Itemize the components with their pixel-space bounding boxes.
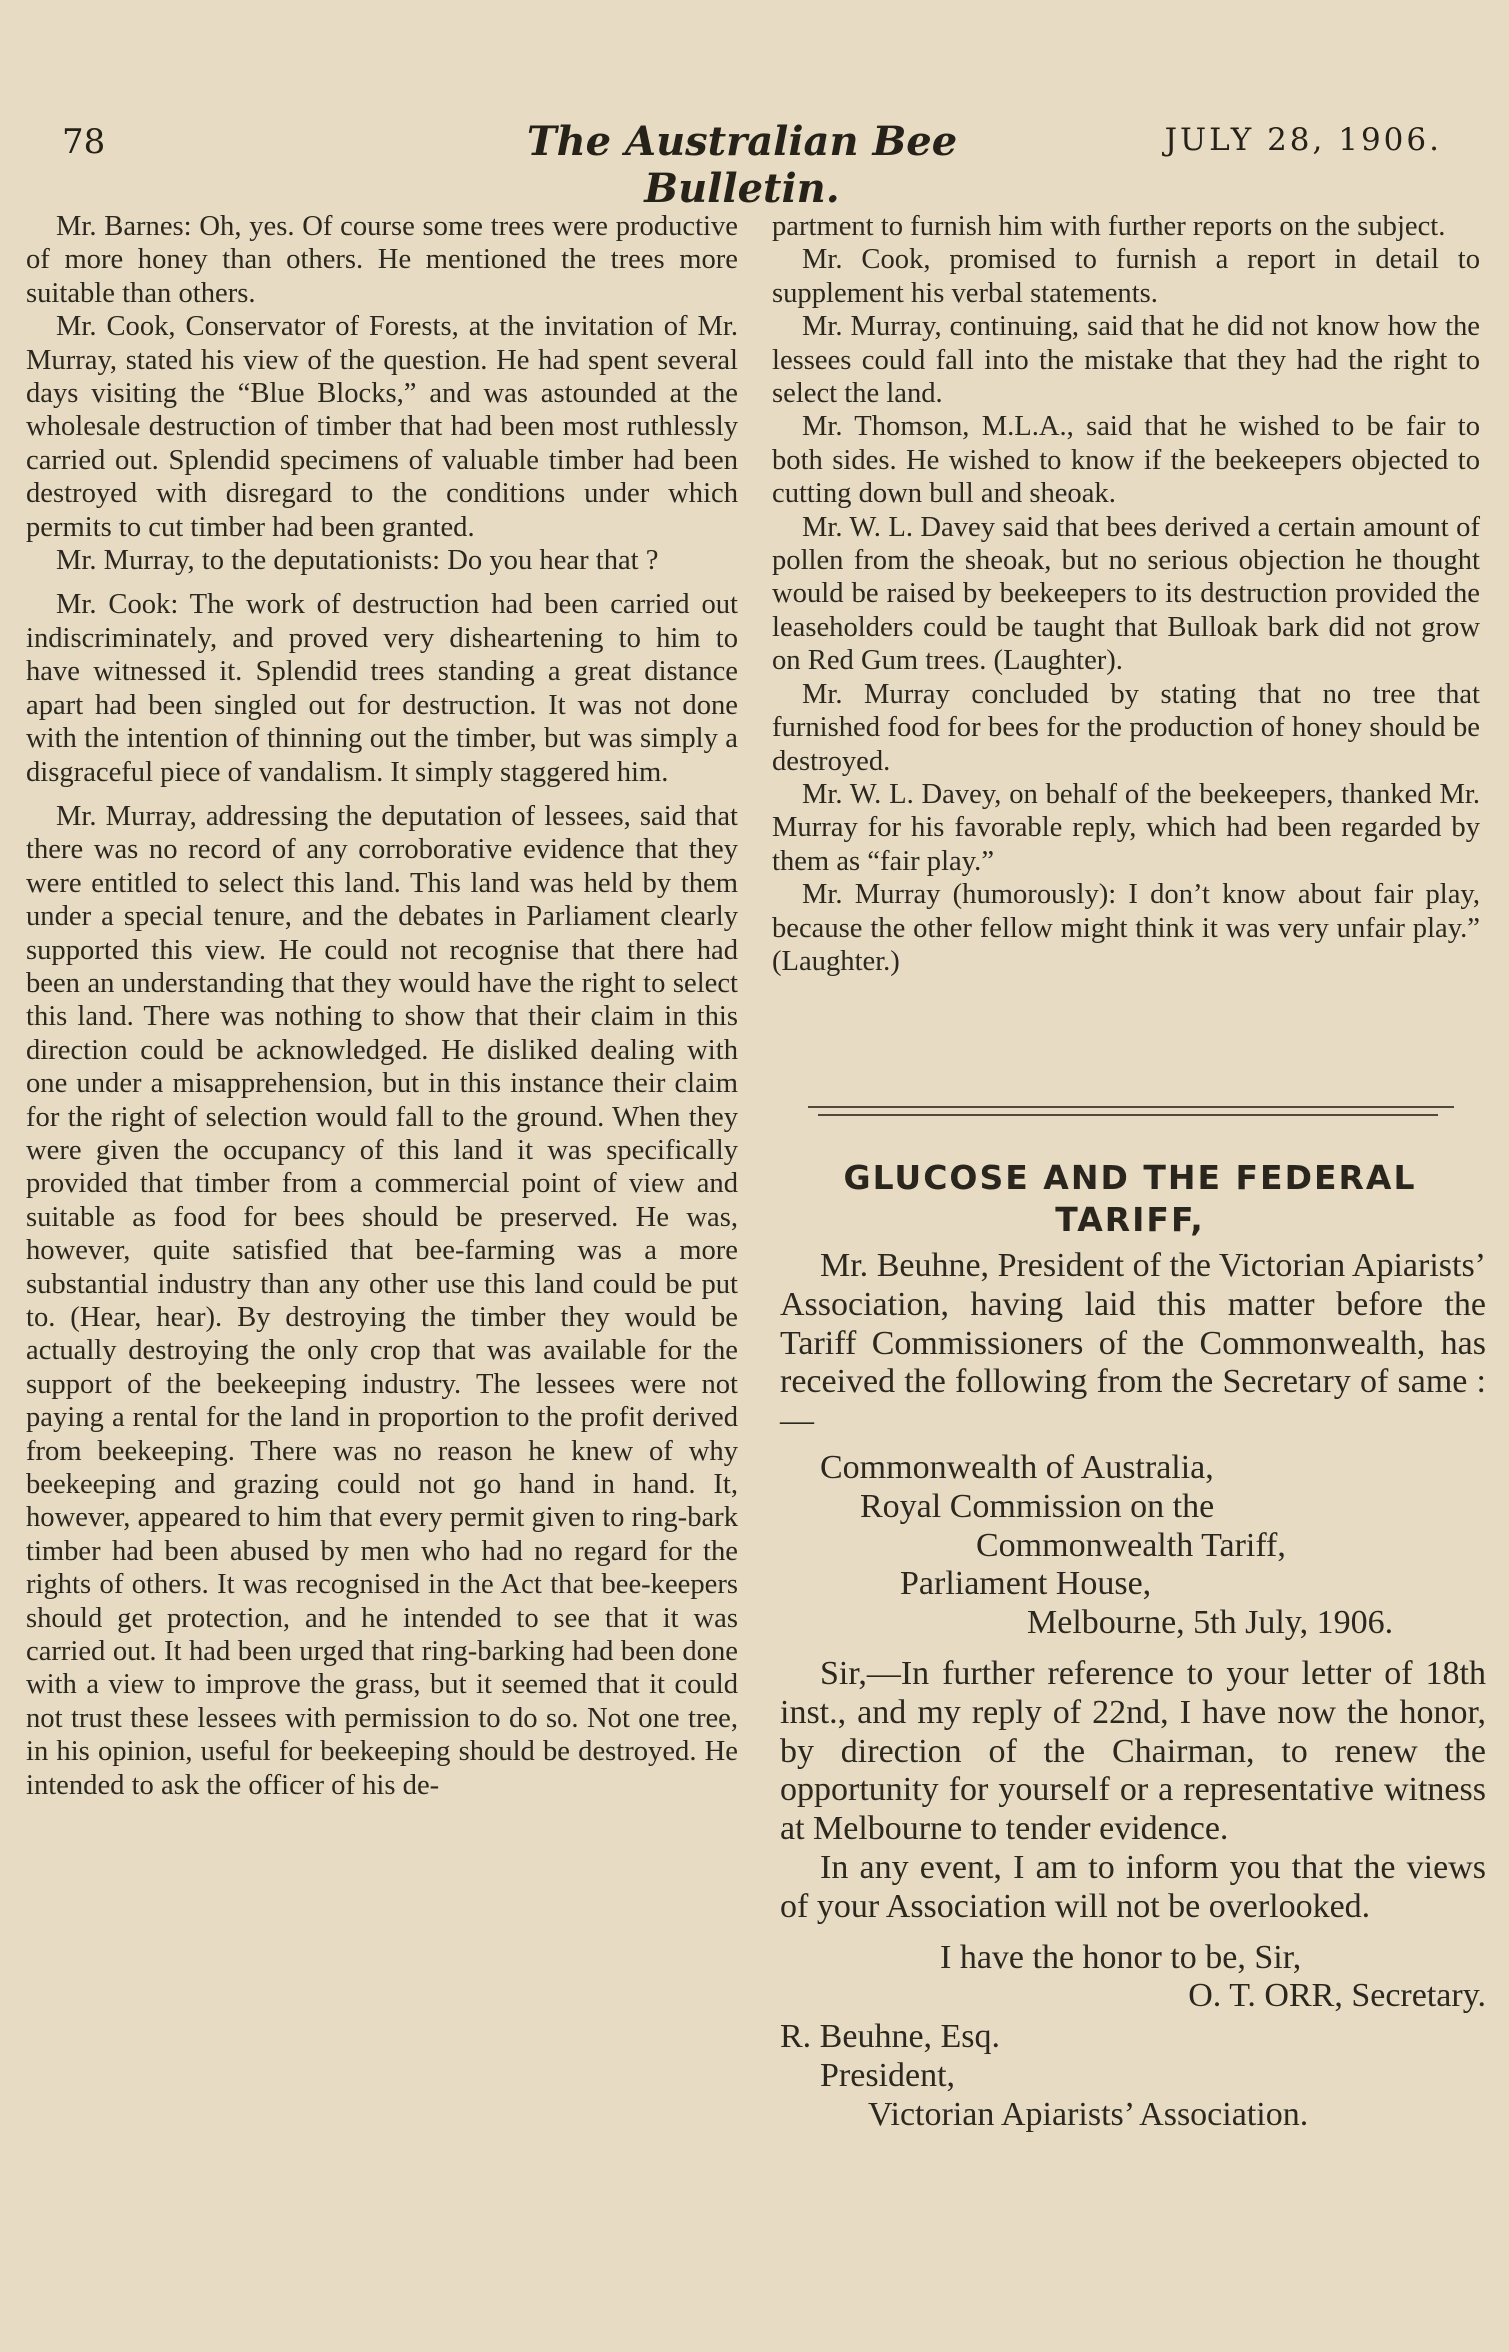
address-line: Parliament House, <box>900 1565 1152 1603</box>
paragraph: Mr. Thomson, M.L.A., said that he wished to be fair to both sides. He wished to know if the beekeepers objected to cutting down bull and sheoak. <box>772 411 1480 510</box>
addressee-line: President, <box>820 2056 956 2094</box>
article-body <box>780 1247 1486 2135</box>
section-divider-inner <box>818 1114 1438 1116</box>
address-line: Royal Commission on the <box>860 1487 1215 1525</box>
right-column-continuation <box>772 210 1480 978</box>
address-line: Commonwealth of Australia, <box>820 1448 1214 1486</box>
paragraph: Mr. Murray concluded by stating that no tree that furnished food for bees for the production of honey should be destroyed. <box>772 678 1480 777</box>
article-intro: Mr. Beuhne, President of the Victorian Apiarists’ Association, having laid this matter before the Tariff Commissioners of the Commonwealth, has received the following from the Secretary of same :— <box>780 1247 1486 1440</box>
paragraph: Mr. Cook, promised to furnish a report in detail to supplement his verbal statements. <box>772 244 1480 309</box>
paragraph: Mr. Barnes: Oh, yes. Of course some trees were productive of more honey than others. He mentioned the trees more suitable than others. <box>26 211 738 309</box>
letter-paragraph: In any event, I am to inform you that the views of your Association will not be overlooked. <box>780 1848 1486 1925</box>
paragraph: Mr. Murray, to the deputationists: Do you hear that ? <box>56 545 659 577</box>
publication-title: The Australian Bee Bulletin. <box>526 118 958 212</box>
paragraph: Mr. Cook, Conservator of Forests, at the invitation of Mr. Murray, stated his view of the question. He had spent several days visiting the “Blue Blocks,” and was astounded at the wholesale destruction of timber that had been most ruthlessly carried out. Splendid specimens of valuable timber had been destroyed with disregard to the conditions under which permits to cut timber had been granted. <box>26 311 738 543</box>
letter-address <box>780 1449 1486 1643</box>
section-divider <box>808 1106 1454 1108</box>
address-line: Melbourne, 5th July, 1906. <box>1027 1604 1394 1642</box>
address-line: Commonwealth Tariff, <box>976 1526 1286 1564</box>
paragraph: Mr. Murray, continuing, said that he did not know how the lessees could fall into the mistake that they had the right to select the land. <box>772 311 1480 410</box>
issue-date: JULY 28, 1906. <box>1164 122 1442 158</box>
page-number: 78 <box>62 122 106 162</box>
letter-signature: O. T. ORR, Secretary. <box>1188 1977 1486 2015</box>
letter-closing: I have the honor to be, Sir, <box>940 1938 1302 1976</box>
paragraph: Mr. W. L. Davey, on behalf of the beekeepers, thanked Mr. Murray for his favorable reply, which had been regarded by them as “fair play.” <box>772 778 1480 877</box>
left-column <box>26 210 738 1802</box>
paragraph: Mr. W. L. Davey said that bees derived a certain amount of pollen from the sheoak, but no serious objection he thought would be raised by beekeepers to its destruction provided the leaseholders could be taught that Bulloak bark did not grow on Red Gum trees. (Laughter). <box>772 511 1480 677</box>
paragraph: partment to furnish him with further reports on the subject. <box>772 211 1446 242</box>
letter-paragraph: Sir,—In further reference to your letter of 18th inst., and my reply of 22nd, I have now the honor, by direction of the Chairman, to renew the opportunity for yourself or a representative witness at Melbourne to tender evidence. <box>780 1654 1486 1848</box>
paragraph: Mr. Murray (humorously): I don’t know about fair play, because the other fellow might think it was very unfair play.” (Laughter.) <box>772 879 1480 977</box>
addressee-line: R. Beuhne, Esq. <box>780 2018 1001 2056</box>
paragraph: Mr. Murray, addressing the deputation of lessees, said that there was no record of any corroborative evidence that they were entitled to select this land. This land was held by them under a special tenure, and the debates in Parliament clearly supported this view. He could not recognise that there had been an understanding that they would have the right to select this land. There was nothing to show that their claim in this direction could be acknowledged. He disliked dealing with one under a misapprehension, but in this instance their claim for the right of selection would fall to the ground. When they were given the occupancy of this land it was specifically provided that timber from a commercial point of view and suitable as food for bees should be preserved. He was, however, quite satisfied that bee-farming was a more substantial industry than any other use this land could be put to. (Hear, hear). By destroying the timber they would be actually destroying the only crop that was available for the support of the beekeeping industry. The lessees were not paying a rental for the land in proportion to the profit derived from beekeeping. There was no reason he knew of why beekeeping and grazing could not go hand in hand. It, however, appeared to him that every permit given to ring-bark timber had been abused by men who had no regard for the rights of others. It was recognised in the Act that bee-keepers should get protection, and he intended to see that it was carried out. It had been urged that ring-barking had been done with a view to improve the grass, but it seemed that it could not trust these lessees with permission to do so. Not one tree, in his opinion, useful for beekeeping should be destroyed. He intended to ask the officer of his de- <box>26 800 738 1801</box>
addressee-line: Victorian Apiarists’ Association. <box>868 2095 1309 2133</box>
page-header <box>62 118 1442 212</box>
article-heading: GLUCOSE AND THE FEDERAL TARIFF, <box>843 1158 1417 1239</box>
paragraph: Mr. Cook: The work of destruction had been carried out indiscriminately, and proved very disheartening to him to have witnessed it. Splendid trees standing a great distance apart had been singled out for destruction. It was not done with the intention of thinning out the timber, but was simply a disgraceful piece of vandalism. It simply staggered him. <box>26 589 738 788</box>
